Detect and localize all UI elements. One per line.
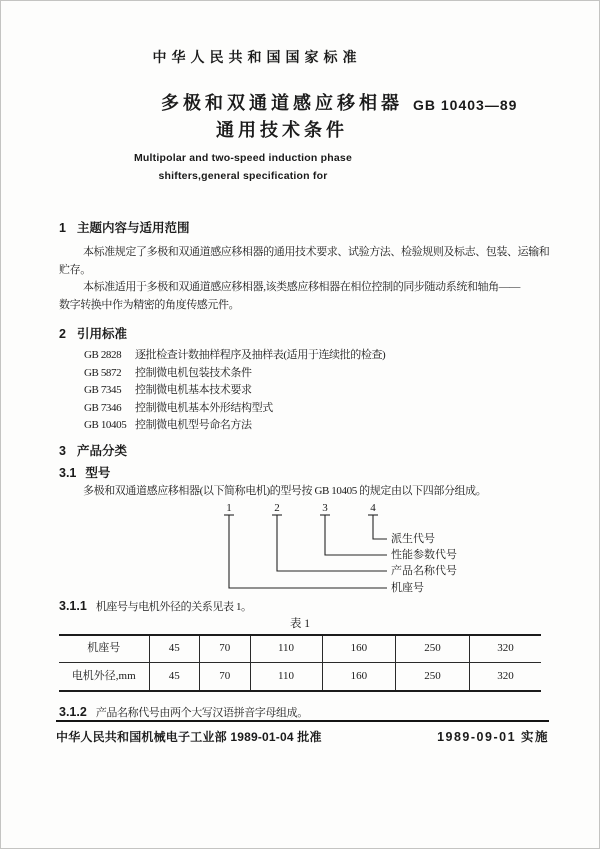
- document-footer: [56, 720, 549, 745]
- document-body: [59, 220, 549, 722]
- section-3-title: 产品分类: [76, 443, 127, 458]
- reference-item: [59, 417, 549, 435]
- reference-code: GB 7345: [84, 384, 122, 396]
- reference-code: GB 7346: [84, 401, 122, 414]
- section-3-1-text: 多极和双通道感应移相器(以下简称电机)的型号按 GB 10405 的规定由以下四部分组成。: [83, 484, 487, 497]
- reference-title: 控制微电机基本外形结构型式: [135, 401, 273, 414]
- diagram-connector-lines: [224, 515, 387, 588]
- section-3-number: 3: [59, 443, 66, 458]
- section-3-1-2-text: 产品名称代号由两个大写汉语拼音字母组成。: [95, 706, 308, 719]
- reference-item: [59, 382, 549, 400]
- position-number-4: 4: [370, 502, 376, 514]
- reference-code: GB 2828: [84, 349, 122, 361]
- section-1-paragraph-2: [59, 279, 549, 314]
- table-cell: 110: [250, 635, 322, 663]
- implementation-date: 1989-09-01 实施: [437, 730, 549, 744]
- table-cell: 160: [322, 635, 396, 663]
- reference-code: GB 10405: [84, 419, 127, 431]
- diagram-position-numbers: [226, 502, 376, 514]
- section-2-number: 2: [59, 327, 66, 341]
- paragraph-line: 数字转换中作为精密的角度传感元件。: [59, 298, 240, 311]
- paragraph-line: 本标准规定了多极和双通道感应移相器的通用技术要求、试验方法、检验规则及标志、包装、运输和: [83, 246, 550, 258]
- diagram-label-derivative-code: 派生代号: [391, 533, 435, 545]
- table-cell: 70: [200, 663, 251, 691]
- diagram-label-product-name-code: 产品名称代号: [391, 565, 457, 577]
- paragraph-line: 贮存。: [59, 263, 91, 276]
- section-3-1-2-number: 3.1.2: [59, 704, 87, 719]
- standard-number: GB 10403—89: [413, 97, 518, 113]
- table-1-caption: 表 1: [289, 617, 311, 630]
- table-1: [59, 634, 541, 692]
- table-cell: 45: [149, 635, 200, 663]
- reference-title: 控制微电机型号命名方法: [135, 419, 252, 431]
- reference-title: 逐批检查计数抽样程序及抽样表(适用于连续批的检查): [135, 349, 386, 361]
- table-cell: 320: [469, 635, 541, 663]
- diagram-label-frame-size: 机座号: [391, 582, 424, 594]
- document-title-line2: 通用技术条件: [216, 120, 348, 140]
- section-3-heading: [59, 443, 549, 459]
- section-3-1-1-line: [59, 598, 549, 617]
- table-cell: 250: [396, 635, 470, 663]
- paragraph-line: 本标准适用于多极和双通道感应移相器,该类感应移相器在相位控制的同步随动系统和轴角——: [83, 281, 520, 293]
- reference-list: [59, 347, 549, 435]
- model-number-diagram: [207, 500, 549, 598]
- section-2-title: 引用标准: [76, 327, 127, 341]
- table-cell: 320: [469, 663, 541, 691]
- table-cell: 250: [396, 663, 470, 691]
- national-standard-label: 中华人民共和国国家标准: [152, 49, 362, 65]
- section-3-1-heading: [59, 465, 549, 481]
- section-2-heading: [59, 326, 549, 342]
- diagram-labels: [391, 531, 457, 594]
- table-cell: 160: [322, 663, 396, 691]
- reference-code: GB 5872: [84, 366, 122, 379]
- section-1-paragraph-1: [59, 244, 549, 279]
- section-1-title: 主题内容与适用范围: [76, 221, 190, 235]
- section-1-number: 1: [59, 221, 66, 235]
- reference-title: 控制微电机基本技术要求: [135, 384, 252, 396]
- reference-item: [59, 365, 549, 383]
- table-cell: 45: [149, 663, 200, 691]
- reference-title: 控制微电机包装技术条件: [135, 366, 252, 379]
- section-3-1-1-text: 机座号与电机外径的关系见表 1。: [95, 601, 252, 613]
- reference-item: [59, 347, 549, 365]
- table-cell: 70: [200, 635, 251, 663]
- table-cell: 110: [250, 663, 322, 691]
- row-label: 电机外径,mm: [59, 663, 149, 691]
- document-title-line1: 多极和双通道感应移相器: [161, 93, 403, 113]
- model-number-diagram-svg: [207, 500, 547, 598]
- diagram-label-performance-parameter-code: 性能参数代号: [391, 549, 457, 561]
- english-title-line2: shifters,general specification for: [158, 170, 328, 182]
- position-number-3: 3: [322, 502, 328, 514]
- section-3-1-number: 3.1: [59, 465, 77, 480]
- english-title-line1: Multipolar and two-speed induction phase: [133, 152, 352, 164]
- row-label: 机座号: [59, 635, 149, 663]
- position-number-1: 1: [226, 502, 232, 514]
- table-row: [59, 663, 541, 691]
- section-3-1-title: 型号: [85, 465, 111, 480]
- position-number-2: 2: [274, 502, 280, 514]
- approval-statement: 中华人民共和国机械电子工业部 1989-01-04 批准: [56, 730, 322, 744]
- section-1-heading: [59, 220, 549, 236]
- reference-item: [59, 400, 549, 418]
- section-3-1-1-number: 3.1.1: [59, 599, 87, 613]
- table-row: [59, 635, 541, 663]
